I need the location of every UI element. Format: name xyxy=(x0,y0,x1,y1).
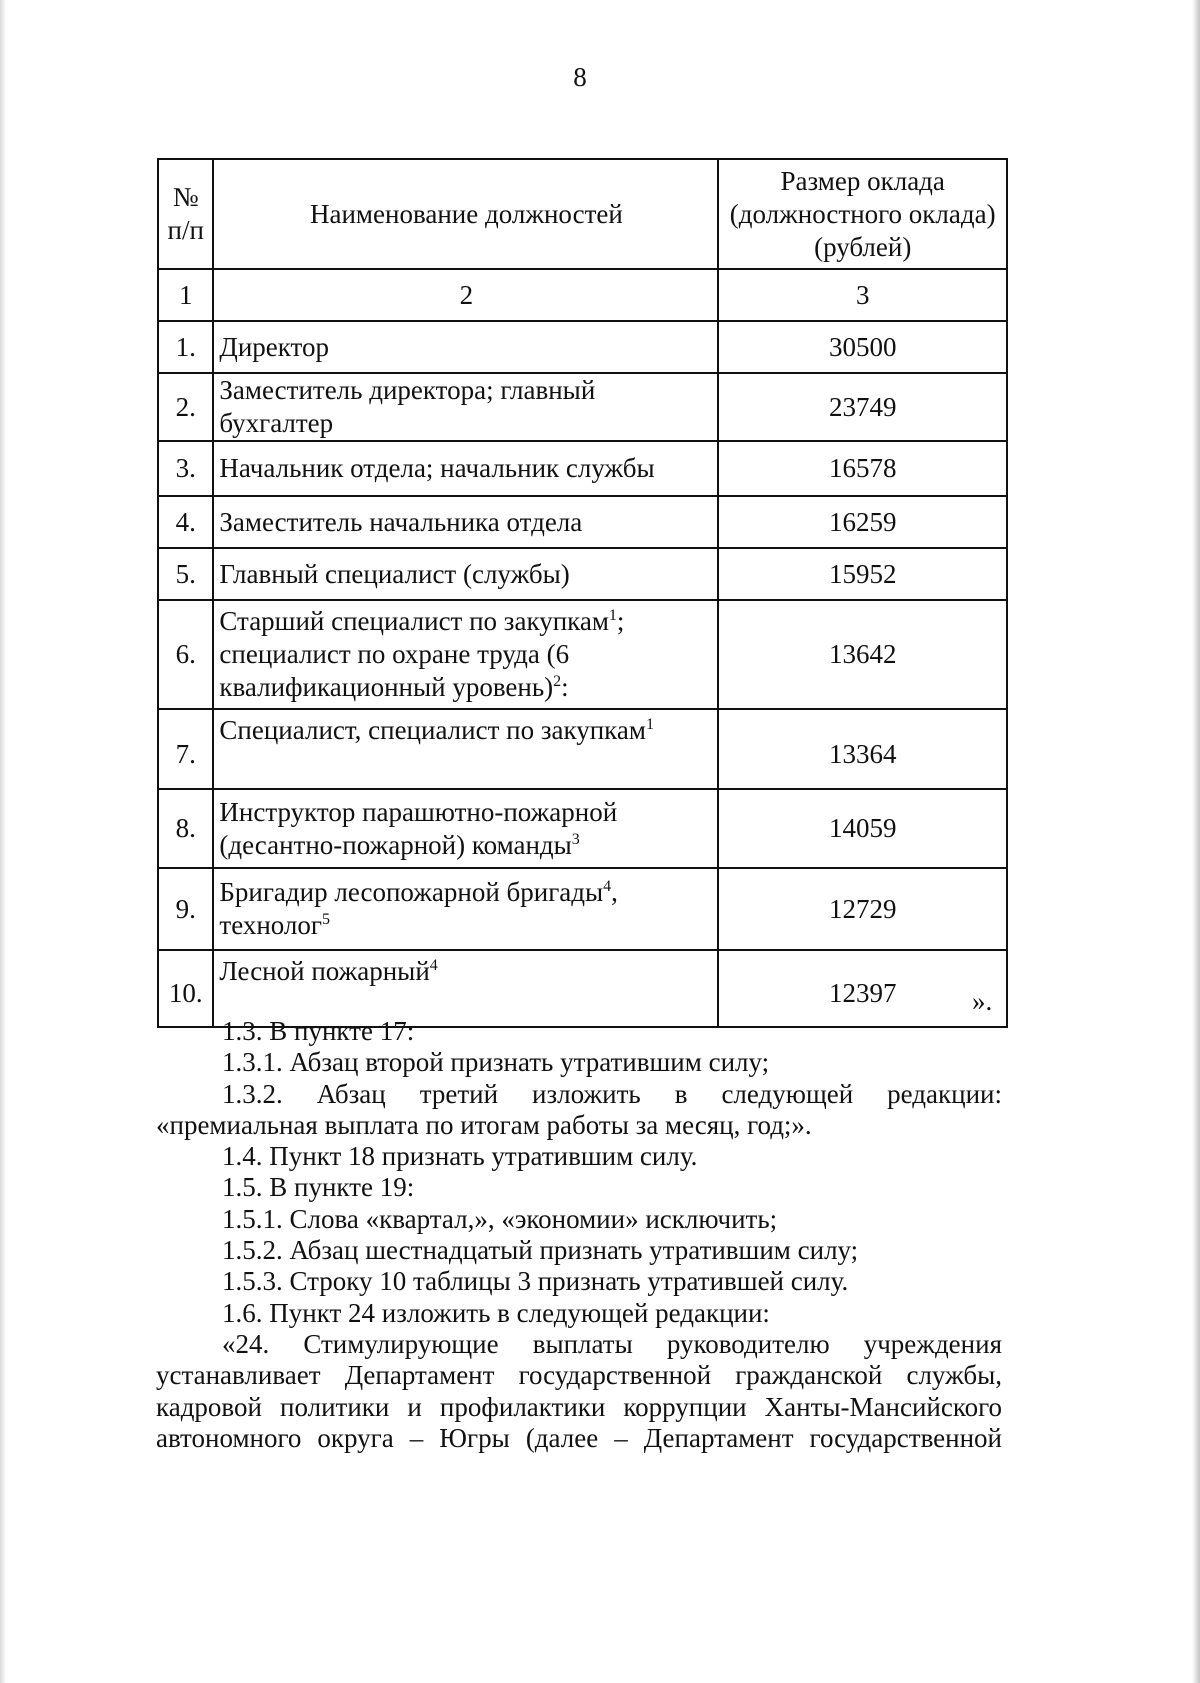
table-row xyxy=(158,548,1007,600)
row-position-text: Бригадир лесопожарной бригады xyxy=(219,877,604,907)
row-num: 9. xyxy=(158,868,213,950)
row-position: Заместитель начальника отдела xyxy=(213,496,718,548)
table-row xyxy=(158,441,1007,496)
header-salary: Размер оклада (должностного оклада) (рублей) xyxy=(718,159,1007,269)
column-index-row xyxy=(158,269,1007,321)
row-position-text: Лесной пожарный xyxy=(219,956,430,986)
table-row xyxy=(158,600,1007,709)
row-position: Заместитель директора; главный бухгалтер xyxy=(213,373,718,441)
row-salary: 14059 xyxy=(718,789,1007,868)
row-position xyxy=(213,789,718,868)
row-num: 6. xyxy=(158,600,213,709)
paragraph: 1.5.1. Слова «квартал,», «экономии» исключить; xyxy=(222,1203,778,1234)
row-salary: 15952 xyxy=(718,548,1007,600)
row-num: 4. xyxy=(158,496,213,548)
table-header-row xyxy=(158,159,1007,269)
paragraph: 1.6. Пункт 24 изложить в следующей редакции: xyxy=(222,1297,770,1328)
row-position-text: Старший специалист по закупкам xyxy=(219,606,609,636)
row-salary: 16578 xyxy=(718,441,1007,496)
row-num: 10. xyxy=(158,950,213,1027)
table-row xyxy=(158,373,1007,441)
paragraph: 1.5.3. Строку 10 таблицы 3 признать утратившей силу. xyxy=(222,1266,849,1297)
index-salary: 3 xyxy=(718,269,1007,321)
salary-table xyxy=(157,158,1008,1028)
body-text xyxy=(156,1016,1002,1454)
footnote-mark: 2 xyxy=(553,673,562,690)
header-name: Наименование должностей xyxy=(213,159,718,269)
row-position: Начальник отдела; начальник службы xyxy=(213,441,718,496)
paragraph: 1.5. В пункте 19: xyxy=(222,1172,415,1203)
row-position-text: : xyxy=(561,672,569,702)
index-num: 1 xyxy=(158,269,213,321)
table-row xyxy=(158,868,1007,950)
header-num: № п/п xyxy=(158,159,213,269)
footnote-mark: 4 xyxy=(429,957,438,974)
table-row xyxy=(158,321,1007,373)
closing-quote: ». xyxy=(972,986,993,1016)
scan-edge-left xyxy=(0,0,6,1683)
row-num: 2. xyxy=(158,373,213,441)
footnote-mark: 4 xyxy=(603,878,612,895)
row-num: 7. xyxy=(158,709,213,789)
table-row xyxy=(158,789,1007,868)
row-position: Директор xyxy=(213,321,718,373)
row-position xyxy=(213,600,718,709)
index-name: 2 xyxy=(213,269,718,321)
footnote-mark: 5 xyxy=(321,911,330,928)
row-position xyxy=(213,709,718,789)
paragraph: 1.3.2. Абзац третий изложить в следующей редакции: «премиальная выплата по итогам работы за месяц, год;». xyxy=(156,1078,1002,1140)
footnote-mark: 1 xyxy=(608,607,617,624)
row-position-text: , технолог xyxy=(219,877,618,940)
page-number: 8 xyxy=(573,62,587,92)
row-salary: 12397 xyxy=(718,950,1007,1027)
row-num: 1. xyxy=(158,321,213,373)
scan-edge-right xyxy=(1192,0,1200,1683)
table-row xyxy=(158,496,1007,548)
paragraph: «24. Стимулирующие выплаты руководителю учреждения устанавливает Департамент государственной гражданской службы, кадровой политики и профилактики коррупции Ханты-Мансийского автономного округа – Югры (далее – Департамент государственной xyxy=(156,1328,1002,1453)
paragraph: 1.3.1. Абзац второй признать утратившим силу; xyxy=(222,1047,770,1078)
table-row xyxy=(158,709,1007,789)
paragraph: 1.5.2. Абзац шестнадцатый признать утратившим силу; xyxy=(222,1235,859,1266)
row-salary: 23749 xyxy=(718,373,1007,441)
row-salary: 13364 xyxy=(718,709,1007,789)
row-position: Главный специалист (службы) xyxy=(213,548,718,600)
row-position-text: ; специалист по охране труда (6 квалификационный уровень) xyxy=(219,606,625,702)
paragraph: 1.4. Пункт 18 признать утратившим силу. xyxy=(222,1141,698,1172)
row-num: 5. xyxy=(158,548,213,600)
row-num: 8. xyxy=(158,789,213,868)
row-salary: 16259 xyxy=(718,496,1007,548)
row-salary: 30500 xyxy=(718,321,1007,373)
row-salary: 12729 xyxy=(718,868,1007,950)
paragraph: 1.3. В пункте 17: xyxy=(222,1016,415,1046)
footnote-mark: 3 xyxy=(571,830,580,848)
row-salary: 13642 xyxy=(718,600,1007,709)
footnote-mark: 1 xyxy=(645,716,654,733)
row-num: 3. xyxy=(158,441,213,496)
row-position-text: Инструктор парашютно-пожарной (десантно-пожарной) команды xyxy=(219,796,618,860)
row-position xyxy=(213,868,718,950)
row-position-text: Специалист, специалист по закупкам xyxy=(219,715,646,745)
